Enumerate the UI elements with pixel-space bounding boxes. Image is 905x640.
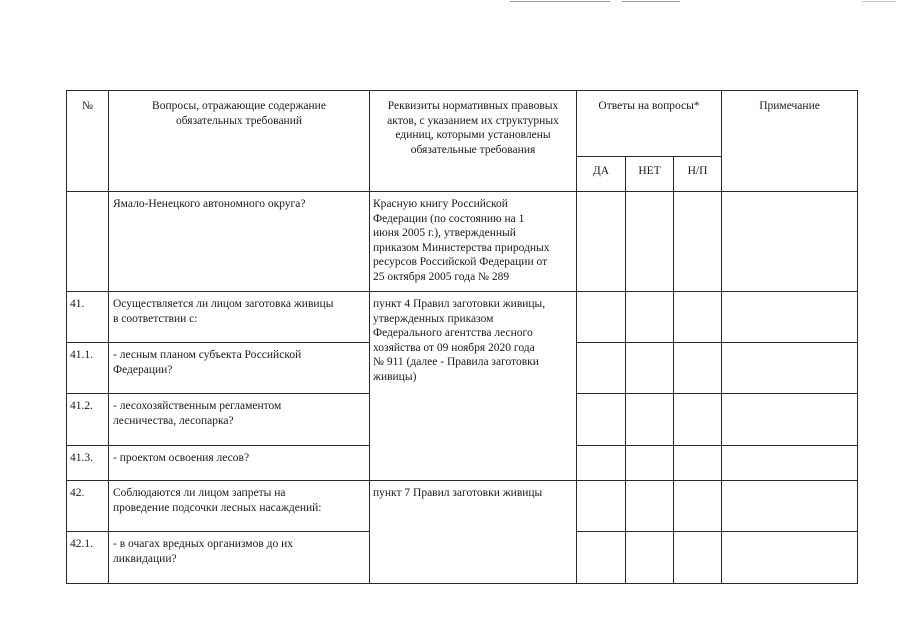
header-questions-label: Вопросы, отражающие содержание обязательных требований (152, 100, 326, 127)
answer-no-cell[interactable] (626, 446, 674, 481)
row-num-cell (67, 446, 109, 481)
answer-yes-cell[interactable] (577, 481, 626, 532)
note-cell[interactable] (722, 532, 858, 584)
answer-yes-cell[interactable] (577, 532, 626, 584)
row-num (67, 192, 108, 197)
answer-no-cell[interactable] (626, 394, 674, 446)
checklist-table (66, 90, 858, 584)
answer-na-cell[interactable] (674, 481, 722, 532)
row-question: - проектом освоения лесов? (113, 452, 250, 464)
answer-yes-cell[interactable] (577, 292, 626, 343)
row-num-cell (67, 343, 109, 394)
answer-no-cell[interactable] (626, 532, 674, 584)
note-cell[interactable] (722, 292, 858, 343)
row-num: 41.3. (70, 452, 93, 464)
answer-na-cell[interactable] (674, 446, 722, 481)
table-row (67, 192, 858, 292)
answer-yes-cell[interactable] (577, 394, 626, 446)
row-question: - лесным планом субъекта Российской Федерации? (113, 349, 302, 376)
row-question: Соблюдаются ли лицом запреты на проведение подсочки лесных насаждений: (113, 487, 322, 514)
row-question-cell (109, 446, 370, 481)
header-answer-na (674, 157, 722, 192)
answer-na-cell[interactable] (674, 343, 722, 394)
answer-yes-cell[interactable] (577, 343, 626, 394)
answer-na-cell[interactable] (674, 532, 722, 584)
scan-artifact-line (510, 1, 610, 2)
row-num-cell (67, 192, 109, 292)
row-question-cell (109, 192, 370, 292)
header-num-label: № (82, 100, 93, 112)
scan-artifact-line (862, 1, 896, 2)
header-answers (577, 91, 722, 157)
row-question-cell (109, 532, 370, 584)
table-row (67, 292, 858, 343)
answer-na-cell[interactable] (674, 192, 722, 292)
row-reference-cell (370, 192, 577, 292)
header-answers-label: Ответы на вопросы* (598, 100, 700, 112)
answer-no-cell[interactable] (626, 192, 674, 292)
scan-artifact-line (622, 1, 680, 2)
header-answer-na-label: Н/П (687, 165, 708, 177)
row-reference: Красную книгу Российской Федерации (по состоянию на 1 июня 2005 г.), утвержденный приказом Министерства природных ресурсов Российской Федерации от 25 октября 2005 года № 289 (373, 198, 550, 283)
row-num-cell (67, 532, 109, 584)
row-question: Ямало-Ненецкого автономного округа? (113, 198, 306, 210)
header-num (67, 91, 109, 192)
row-question-cell (109, 343, 370, 394)
header-answer-yes-label: ДА (592, 165, 610, 177)
header-answer-no-label: НЕТ (638, 165, 661, 177)
row-question: - лесохозяйственным регламентом лесничества, лесопарка? (113, 400, 282, 427)
header-requisites-label: Реквизиты нормативных правовых актов, с указанием их структурных единиц, которыми установлены обязательные требования (387, 100, 559, 156)
row-question-cell (109, 292, 370, 343)
answer-na-cell[interactable] (674, 394, 722, 446)
table-row (67, 481, 858, 532)
row-num: 42. (70, 487, 85, 499)
note-cell[interactable] (722, 192, 858, 292)
note-cell[interactable] (722, 446, 858, 481)
note-cell[interactable] (722, 343, 858, 394)
answer-no-cell[interactable] (626, 343, 674, 394)
row-num-cell (67, 394, 109, 446)
header-note-label: Примечание (759, 100, 820, 112)
row-reference-cell (370, 292, 577, 481)
note-cell[interactable] (722, 394, 858, 446)
answer-no-cell[interactable] (626, 481, 674, 532)
row-question: - в очагах вредных организмов до их ликвидации? (113, 538, 294, 565)
row-num: 41. (70, 298, 85, 310)
row-num-cell (67, 292, 109, 343)
row-question-cell (109, 394, 370, 446)
row-num-cell (67, 481, 109, 532)
header-row (67, 91, 858, 157)
answer-yes-cell[interactable] (577, 192, 626, 292)
row-reference-cell (370, 481, 577, 584)
header-note (722, 91, 858, 192)
header-answer-no (626, 157, 674, 192)
row-reference: пункт 7 Правил заготовки живицы (373, 487, 543, 499)
note-cell[interactable] (722, 481, 858, 532)
header-questions (109, 91, 370, 192)
answer-na-cell[interactable] (674, 292, 722, 343)
header-answer-yes (577, 157, 626, 192)
answer-yes-cell[interactable] (577, 446, 626, 481)
row-question-cell (109, 481, 370, 532)
row-num: 41.2. (70, 400, 93, 412)
header-requisites (370, 91, 577, 192)
row-question: Осуществляется ли лицом заготовка живицы в соответствии с: (113, 298, 334, 325)
row-reference: пункт 4 Правил заготовки живицы, утвержденных приказом Федерального агентства лесного хозяйства от 09 ноября 2020 года № 911 (далее - Правила заготовки живицы) (373, 298, 546, 383)
row-num: 41.1. (70, 349, 93, 361)
row-num: 42.1. (70, 538, 93, 550)
answer-no-cell[interactable] (626, 292, 674, 343)
